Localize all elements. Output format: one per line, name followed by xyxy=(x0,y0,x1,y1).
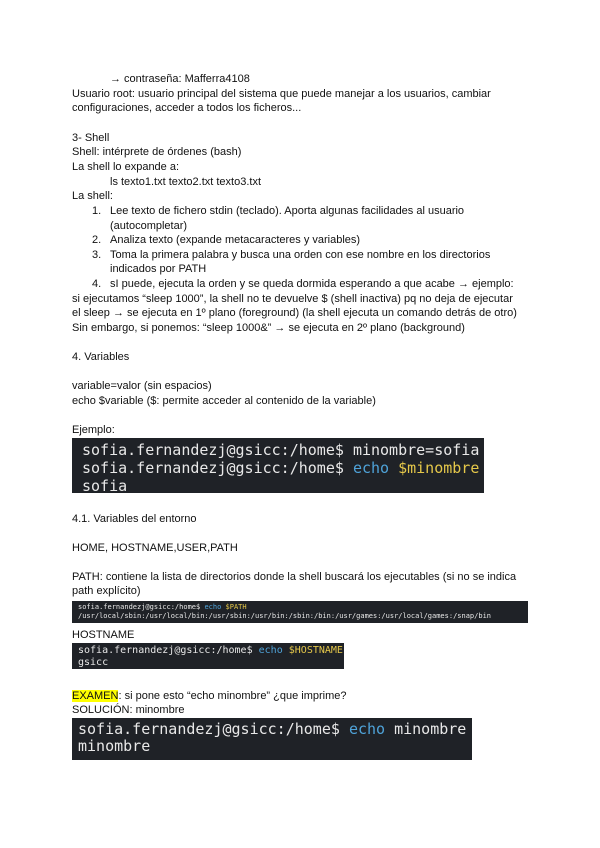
terminal-variable: $PATH xyxy=(225,603,247,611)
list-text: Analiza texto (expande metacaracteres y variables) xyxy=(110,234,361,246)
shell-expands-line: La shell lo expande a: xyxy=(72,161,180,173)
terminal-command: echo xyxy=(348,720,386,738)
shell-definition: Shell: intérprete de órdenes (bash) xyxy=(72,146,242,158)
path-description-2: path explícito) xyxy=(72,585,141,597)
sleep-explanation-3: Sin embargo, si ponemos: “sleep 1000&” → se ejecuta en 2º plano (background) xyxy=(72,322,465,334)
terminal-output: minombre xyxy=(78,737,151,755)
ls-command-line: ls texto1.txt texto2.txt texto3.txt xyxy=(110,176,262,188)
list-text: sI puede, ejecuta la orden y se queda dormida esperando a que acabe → ejemplo: xyxy=(110,278,514,290)
terminal-command: echo xyxy=(352,459,390,477)
section-variables-heading: 4. Variables xyxy=(72,351,130,363)
terminal-variable: $minombre xyxy=(398,459,480,477)
terminal-screenshot-path xyxy=(72,601,528,623)
terminal-argument: minombre xyxy=(394,720,467,738)
section-env-vars-heading: 4.1. Variables del entorno xyxy=(72,513,197,525)
sleep-explanation-1: si ejecutamos “sleep 1000”, la shell no te devuelve $ (shell inactiva) pq no deja de ejecutar xyxy=(72,293,513,305)
terminal-prompt: sofia.fernandezj@gsicc:/home$ xyxy=(78,645,253,656)
terminal-line xyxy=(78,603,528,612)
terminal-output: gsicc xyxy=(78,657,109,668)
exam-question xyxy=(72,689,347,704)
root-user-line-2: configuraciones, acceder a todos los ficheros... xyxy=(72,102,302,114)
terminal-line xyxy=(82,441,484,459)
echo-syntax: echo $variable ($: permite acceder al contenido de la variable) xyxy=(72,395,376,407)
terminal-line xyxy=(82,459,484,477)
list-text: Lee texto de fichero stdin (teclado). Aporta algunas facilidades al usuario xyxy=(110,205,465,217)
terminal-prompt: sofia.fernandezj@gsicc:/home$ xyxy=(78,720,340,738)
terminal-command: minombre=sofia xyxy=(352,441,480,459)
terminal-screenshot-variable-example xyxy=(72,438,484,493)
terminal-prompt: sofia.fernandezj@gsicc:/home$ xyxy=(78,603,201,611)
list-number: 3. xyxy=(92,249,102,261)
terminal-line xyxy=(78,645,344,657)
terminal-line xyxy=(78,721,472,738)
list-number: 2. xyxy=(92,234,102,246)
terminal-output: /usr/local/sbin:/usr/local/bin:/usr/sbin:/usr/bin:/sbin:/bin:/usr/games:/usr/local/games:/snap/bin xyxy=(78,612,492,620)
solution-line: SOLUCIÓN: minombre xyxy=(72,704,185,716)
terminal-command: echo xyxy=(258,645,283,656)
variable-syntax: variable=valor (sin espacios) xyxy=(72,380,212,392)
terminal-command: echo xyxy=(204,603,222,611)
terminal-prompt: sofia.fernandezj@gsicc:/home$ xyxy=(82,441,344,459)
sleep-explanation-2: el sleep → se ejecuta en 1º plano (foreground) (la shell ejecuta un comando detrás de otro) xyxy=(72,307,517,319)
example-label: Ejemplo: xyxy=(72,424,115,436)
list-text: Toma la primera palabra y busca una orden con ese nombre en los directorios xyxy=(110,249,491,261)
root-user-line-1: Usuario root: usuario principal del sistema que puede manejar a los usuarios, cambiar xyxy=(72,88,491,100)
path-description-1: PATH: contiene la lista de directorios donde la shell buscará los ejecutables (si no se indica xyxy=(72,571,517,583)
terminal-prompt: sofia.fernandezj@gsicc:/home$ xyxy=(82,459,344,477)
list-text: indicados por PATH xyxy=(110,263,207,275)
list-number: 4. xyxy=(92,278,102,290)
shell-steps-intro: La shell: xyxy=(72,190,113,202)
env-var-list: HOME, HOSTNAME,USER,PATH xyxy=(72,542,238,554)
section-shell-heading: 3- Shell xyxy=(72,132,110,144)
list-number: 1. xyxy=(92,205,102,217)
terminal-screenshot-exam xyxy=(72,718,472,760)
list-text: (autocompletar) xyxy=(110,220,188,232)
terminal-variable: $HOSTNAME xyxy=(288,645,343,656)
exam-highlight-label: EXAMEN xyxy=(72,690,119,702)
terminal-output: sofia xyxy=(82,477,128,493)
exam-question-text: : si pone esto “echo minombre” ¿que imprime? xyxy=(118,690,347,702)
password-line: → contraseña: Mafferra4108 xyxy=(110,73,250,85)
terminal-screenshot-hostname xyxy=(72,643,344,669)
hostname-label: HOSTNAME xyxy=(72,629,135,641)
